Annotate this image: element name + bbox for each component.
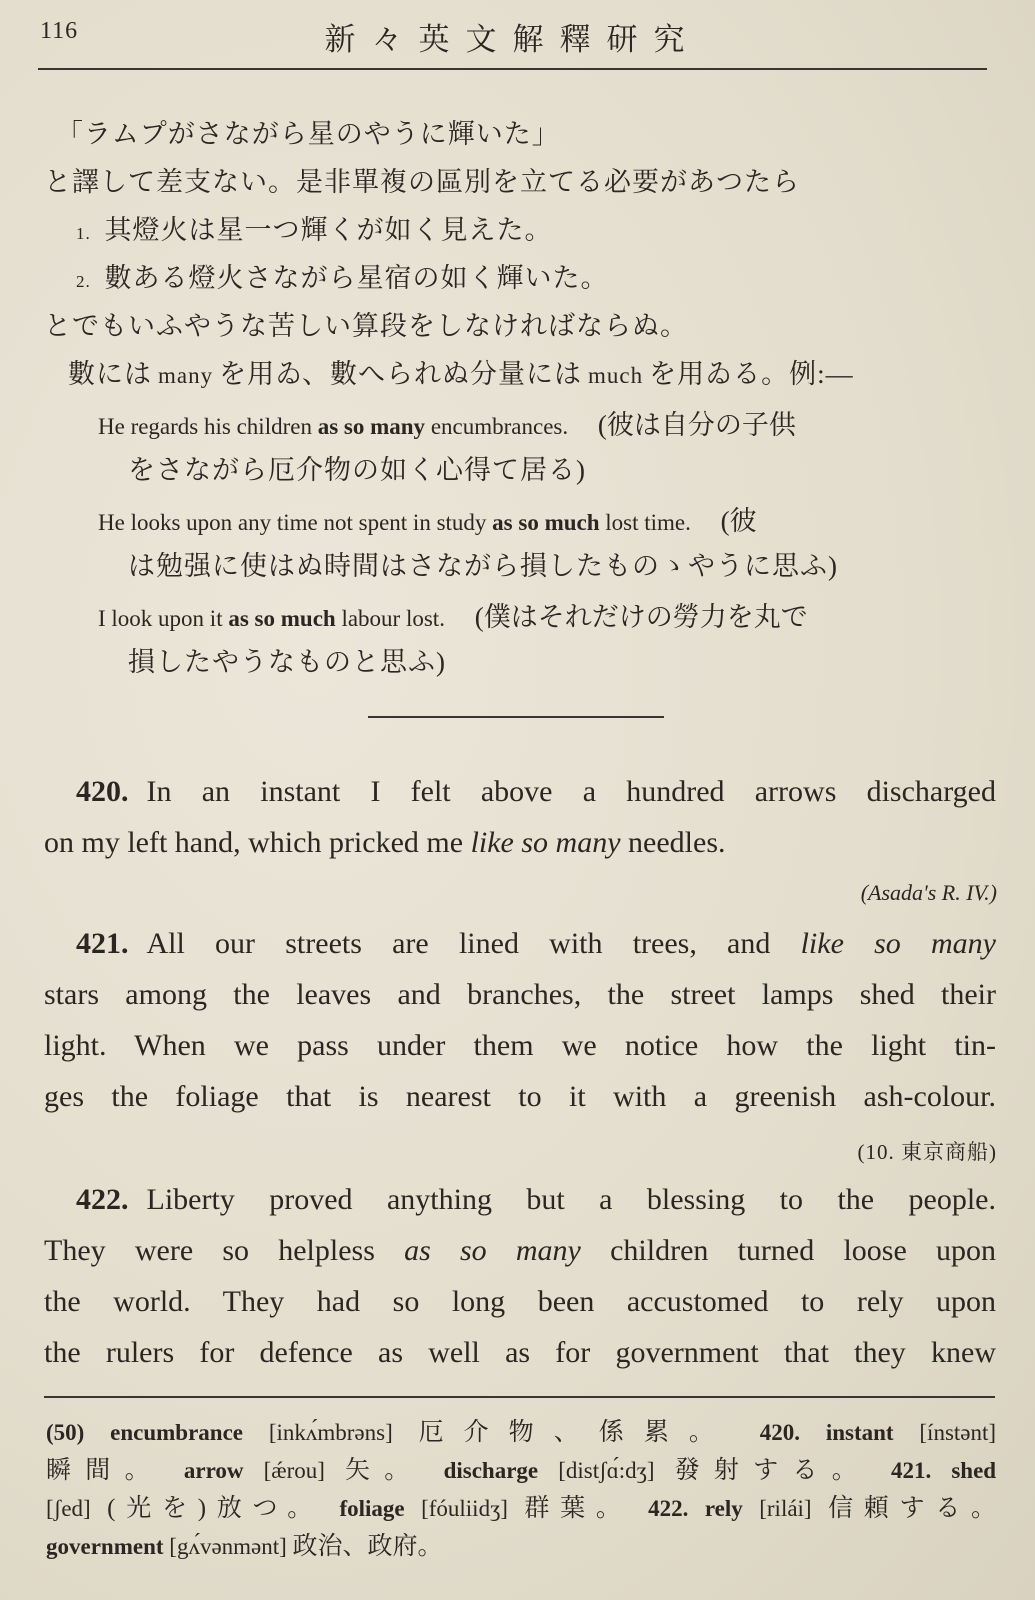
explanation-line-1: 「ラムプがさながら星のやうに輝いた」	[56, 119, 560, 149]
example-text: I look upon it	[98, 606, 229, 631]
running-title: 新々英文解釋研究	[324, 22, 701, 57]
text-segment: を用ゐ、數へられぬ分量には	[219, 359, 583, 389]
paragraph-line	[44, 918, 996, 969]
text-segment: 數には	[68, 359, 152, 389]
note-word: encumbrance	[110, 1420, 244, 1445]
example-text: encumbrances.	[425, 414, 569, 439]
paragraph-number: 421.	[76, 927, 129, 960]
page-header	[40, 14, 985, 57]
paragraph-line: the rulers for defence as well as for government that they knew	[44, 1336, 996, 1369]
item-text: 其燈火は星一つ輝くが如く見えた。	[104, 215, 553, 245]
example-2-line-2: は勉强に使はぬ時間はさながら損したものゝやうに思ふ)	[128, 551, 838, 581]
explanation-line-6	[68, 352, 854, 391]
line-text: on my left hand, which pricked me	[44, 826, 471, 859]
header-rule	[38, 68, 987, 70]
example-1-line-2: をさながら厄介物の如く心得て居る)	[128, 455, 586, 485]
note-word: arrow	[183, 1458, 244, 1483]
note-pronunciation: [ʃed]	[46, 1496, 91, 1521]
italic-phrase: like so many	[800, 927, 996, 960]
example-text: labour lost.	[335, 606, 445, 631]
example-2-line-1	[98, 499, 757, 538]
section-divider	[368, 716, 664, 718]
example-translation: (彼は自分の子供	[597, 410, 796, 440]
note-word: foliage	[339, 1496, 405, 1521]
example-text: lost time.	[599, 510, 691, 535]
note-gloss: 厄介物、係累。	[418, 1419, 734, 1446]
paragraph-line	[44, 1174, 996, 1225]
text-segment: を用ゐる。例:—	[649, 359, 854, 389]
notes-line	[46, 1414, 996, 1452]
explanation-item-2	[70, 256, 609, 295]
note-pronunciation: [rilái]	[759, 1496, 812, 1521]
notes-line	[46, 1490, 996, 1528]
note-word: rely	[704, 1496, 743, 1521]
page-number: 116	[40, 18, 79, 44]
note-word: discharge	[443, 1458, 539, 1483]
note-word: shed	[951, 1458, 997, 1483]
note-pronunciation: [distʃɑ́:dʒ]	[558, 1458, 655, 1483]
line-text: They were so helpless	[44, 1234, 405, 1267]
line-text: needles.	[620, 826, 726, 859]
paragraph-420	[44, 766, 996, 868]
source-citation: (Asada's R. IV.)	[860, 880, 997, 905]
paragraph-line: the world. They had so long been accustomed to rely upon	[44, 1285, 996, 1318]
line-text: Liberty proved anything but a blessing to the people.	[146, 1183, 996, 1216]
example-3-line-2: 損したやうなものと思ふ)	[128, 647, 446, 677]
note-gloss: 瞬間。	[46, 1457, 164, 1484]
note-ref: 422.	[648, 1496, 689, 1521]
example-keyphrase: as so much	[492, 510, 600, 535]
notes-line	[46, 1528, 996, 1566]
keyword-many: many	[158, 363, 214, 388]
note-pronunciation: [gʌ́vənmənt]	[169, 1534, 287, 1559]
paragraph-line: ges the foliage that is nearest to it with a greenish ash-colour.	[44, 1080, 996, 1113]
vocabulary-notes	[46, 1414, 996, 1566]
note-gloss: 發射する。	[674, 1457, 871, 1484]
paragraph-line	[44, 1225, 996, 1276]
example-translation: (僕はそれだけの勞力を丸で	[474, 602, 808, 632]
paragraph-line: light. When we pass under them we notice how the light tin-	[44, 1029, 996, 1062]
note-gloss: (光を)放つ。	[107, 1495, 323, 1522]
note-pronunciation: [ínstənt]	[919, 1420, 997, 1445]
example-1-line-1	[98, 403, 796, 442]
paragraph-line: stars among the leaves and branches, the street lamps shed their	[44, 978, 996, 1011]
explanation-item-1	[70, 208, 553, 247]
paragraph-421	[44, 918, 996, 1122]
note-ref: 421.	[891, 1458, 932, 1483]
example-text: He looks upon any time not spent in study	[98, 510, 493, 535]
keyword-much: much	[588, 363, 644, 388]
note-pronunciation: [fóuliidʒ]	[421, 1496, 508, 1521]
note-gloss: 政治、政府。	[292, 1533, 443, 1560]
explanation-line-2: と譯して差支ない。是非單複の區別を立てる必要があつたら	[44, 167, 800, 197]
item-number: 2.	[76, 272, 91, 291]
note-pronunciation: [ǽrou]	[263, 1458, 325, 1483]
paragraph-line	[44, 766, 996, 817]
line-text: children turned loose upon	[580, 1234, 996, 1267]
italic-phrase: as so many	[404, 1234, 581, 1267]
footnote-rule	[44, 1396, 995, 1398]
explanation-line-5: とでもいふやうな苦しい算段をしなければならぬ。	[44, 311, 688, 341]
item-number: 1.	[76, 224, 91, 243]
example-keyphrase: as so much	[228, 606, 336, 631]
example-keyphrase: as so many	[317, 414, 426, 439]
paragraph-line	[44, 817, 996, 868]
note-word: instant	[825, 1420, 894, 1445]
paragraph-number: 422.	[76, 1183, 129, 1216]
italic-phrase: like so many	[470, 826, 621, 859]
note-ref: (50)	[46, 1420, 85, 1445]
example-translation: (彼	[720, 506, 757, 536]
paragraph-422	[44, 1174, 996, 1378]
note-word: government	[46, 1534, 164, 1559]
notes-line	[46, 1452, 996, 1490]
line-text: In an instant I felt above a hundred arrows discharged	[146, 775, 996, 808]
line-text: All our streets are lined with trees, and	[146, 927, 801, 960]
note-gloss: 信頼する。	[828, 1495, 997, 1522]
example-3-line-1	[98, 595, 808, 634]
note-pronunciation: [inkʌ́mbrəns]	[268, 1420, 393, 1445]
example-text: He regards his children	[98, 414, 318, 439]
source-citation: (10. 東京商船)	[857, 1140, 997, 1164]
paragraph-number: 420.	[76, 775, 129, 808]
note-gloss: 群葉。	[524, 1495, 632, 1522]
note-ref: 420.	[759, 1420, 801, 1445]
item-text: 數ある燈火さながら星宿の如く輝いた。	[104, 263, 609, 293]
note-gloss: 矢。	[344, 1457, 424, 1484]
